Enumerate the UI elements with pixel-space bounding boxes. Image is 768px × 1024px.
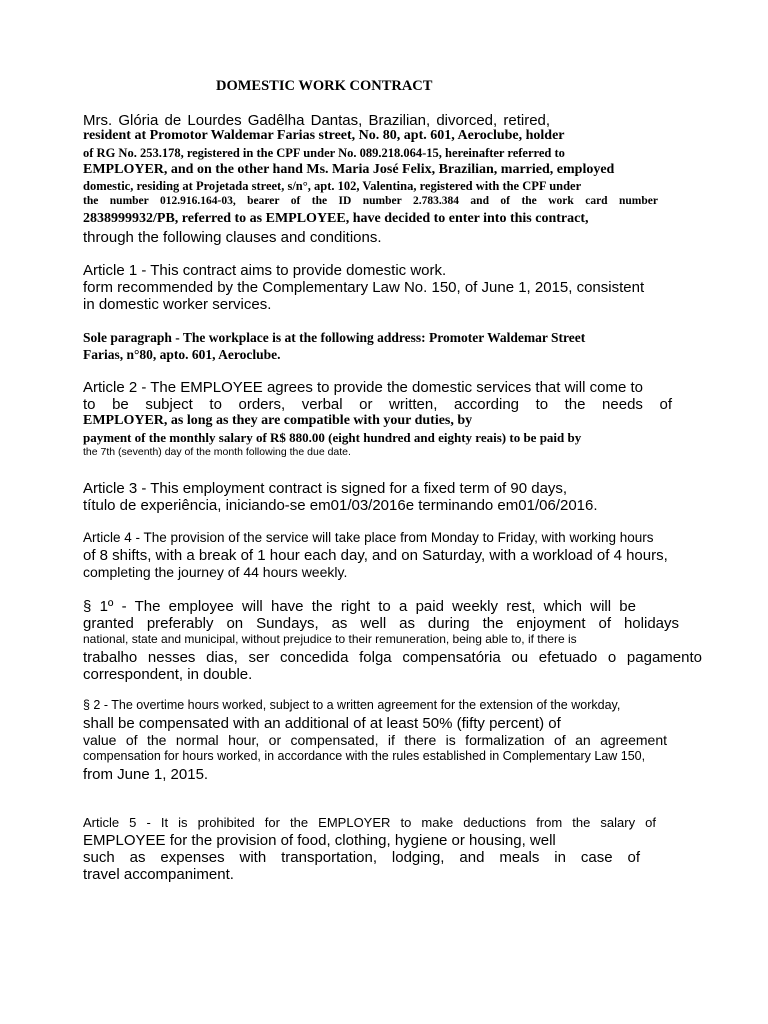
intro-line: of RG No. 253.178, registered in the CPF under No. 089.218.064-15, hereinafter referred to [83, 146, 565, 160]
article-line: EMPLOYER, as long as they are compatible with your duties, by [83, 413, 473, 428]
paragraph-line: Sole paragraph - The workplace is at the following address: Promoter Waldemar Street [83, 330, 586, 345]
article-line: the 7th (seventh) day of the month following the due date. [83, 446, 351, 458]
article-line: Article 5 - It is prohibited for the EMPLOYER to make deductions from the salary of [83, 815, 656, 830]
intro-line: 2838999932/PB, referred to as EMPLOYEE, have decided to enter into this contract, [83, 211, 589, 226]
paragraph-line: compensation for hours worked, in accordance with the rules established in Complementary Law 150, [83, 749, 646, 763]
paragraph-line: § 2 - The overtime hours worked, subject to a written agreement for the extension of the workday, [83, 698, 621, 712]
paragraph-line: granted preferably on Sundays, as well as during the enjoyment of holidays [83, 615, 679, 632]
article-line: título de experiência, iniciando-se em01/03/2016e terminando em01/06/2016. [83, 497, 598, 514]
article-line: completing the journey of 44 hours weekly. [83, 564, 348, 580]
paragraph-line: correspondent, in double. [83, 666, 253, 683]
article-line: payment of the monthly salary of R$ 880.00 (eight hundred and eighty reais) to be paid by [83, 430, 582, 445]
article-line: Article 2 - The EMPLOYEE agrees to provide the domestic services that will come to [83, 379, 643, 396]
article-line: in domestic worker services. [83, 296, 272, 313]
article-line: Article 4 - The provision of the service will take place from Monday to Friday, with working hours [83, 530, 654, 545]
paragraph-line: shall be compensated with an additional of at least 50% (fifty percent) of [83, 715, 561, 732]
article-line: EMPLOYEE for the provision of food, clothing, hygiene or housing, well [83, 832, 556, 849]
paragraph-line: Farias, n°80, apto. 601, Aeroclube. [83, 347, 281, 362]
paragraph-line: from June 1, 2015. [83, 766, 209, 783]
article-line: to be subject to orders, verbal or written, according to the needs of [83, 396, 672, 413]
intro-line: EMPLOYER, and on the other hand Ms. Maria José Felix, Brazilian, married, employed [83, 162, 615, 177]
article-line: Article 1 - This contract aims to provide domestic work. [83, 262, 447, 279]
paragraph-line: trabalho nesses dias, ser concedida folga compensatória ou efetuado o pagamento [83, 649, 702, 666]
article-line: form recommended by the Complementary Law No. 150, of June 1, 2015, consistent [83, 279, 645, 296]
intro-line: resident at Promotor Waldemar Farias street, No. 80, apt. 601, Aeroclube, holder [83, 128, 565, 143]
intro-line: the number 012.916.164-03, bearer of the ID number 2.783.384 and of the work card number [83, 195, 658, 207]
intro-line: through the following clauses and conditions. [83, 229, 382, 246]
article-line: such as expenses with transportation, lodging, and meals in case of [83, 849, 640, 866]
intro-line: domestic, residing at Projetada street, s/n°, apt. 102, Valentina, registered with the CPF under [83, 179, 582, 193]
article-line: of 8 shifts, with a break of 1 hour each day, and on Saturday, with a workload of 4 hours, [83, 547, 668, 564]
paragraph-line: value of the normal hour, or compensated, if there is formalization of an agreement [83, 732, 667, 748]
paragraph-line: § 1º - The employee will have the right to a paid weekly rest, which will be [83, 598, 636, 615]
article-line: Article 3 - This employment contract is signed for a fixed term of 90 days, [83, 480, 568, 497]
intro-line: Mrs. Glória de Lourdes Gadêlha Dantas, Brazilian, divorced, retired, [83, 112, 551, 129]
article-line: travel accompaniment. [83, 866, 234, 883]
paragraph-line: national, state and municipal, without prejudice to their remuneration, being able to, if there is [83, 632, 577, 646]
document-title: DOMESTIC WORK CONTRACT [216, 78, 433, 94]
